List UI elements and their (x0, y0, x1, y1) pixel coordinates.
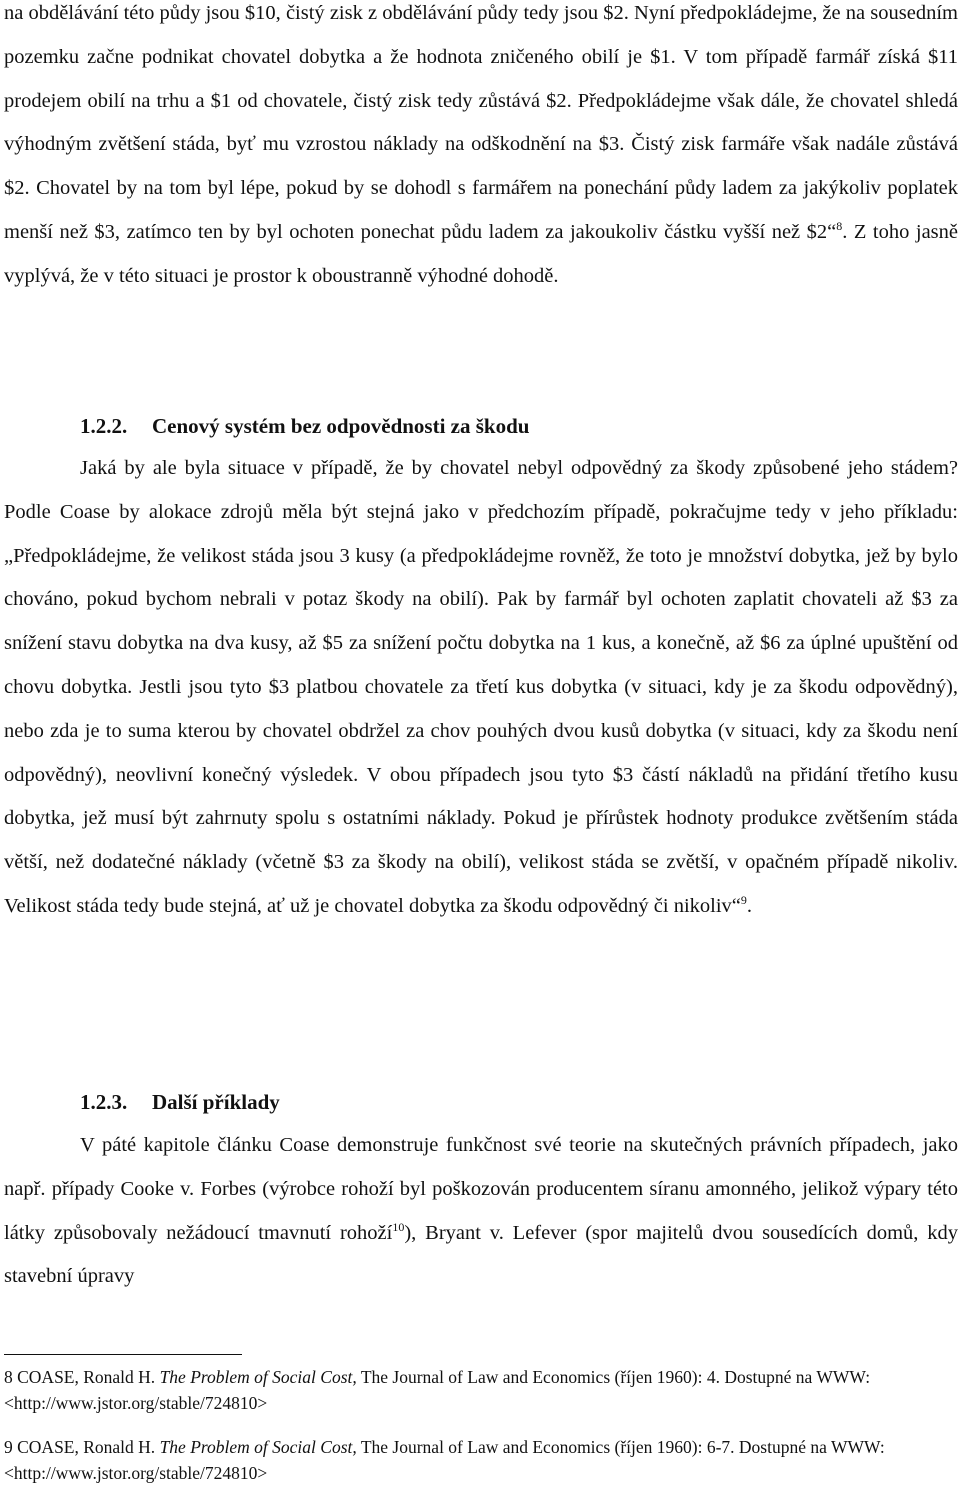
paragraph-1-text: na obdělávání této půdy jsou $10, čistý zisk z obdělávání půdy tedy jsou $2. Nyní předpokládejme, že na sousedním pozemku začne podnikat chovatel dobytka a že hodnota zničeného obilí je $1. V tom případě farmář získá $11 prodejem obilí na trhu a $1 od chovatele, čistý zisk tedy zůstává $2. Předpokládejme však dále, že chovatel shledá výhodným zvětšení stáda, byť mu vzrostou náklady na odškodnění na $3. Čistý zisk farmáře však nadále zůstává $2. Chovatel by na tom byl lépe, pokud by se dohodl s farmářem na ponechání půdy ladem za jakýkoliv poplatek menší než $3, zatímco ten by byl ochoten ponechat půdu ladem za jakoukoliv částku vyšší než $2“ (4, 2, 958, 243)
section-heading-1-2-3 (4, 1080, 960, 1124)
footnote-author: COASE, Ronald H. (17, 1367, 156, 1387)
section-title: Cenový systém bez odpovědnosti za škodu (152, 414, 530, 438)
footnote-number: 9 (4, 1437, 13, 1457)
footnote-title: The Problem of Social Cost, (159, 1437, 357, 1457)
footnotes (4, 1364, 958, 1504)
footnote-title: The Problem of Social Cost, (159, 1367, 357, 1387)
paragraph-2-text: Jaká by ale byla situace v případě, že by chovatel nebyl odpovědný za škody způsobené jeho stádem? Podle Coase by alokace zdrojů měla být stejná jako v předchozím případě, pokračujme tedy v jeho příkladu: „Předpokládejme, že velikost stáda jsou 3 kusy (a předpokládejme rovněž, že toto je množství dobytka, jež by bylo chováno, pokud bychom nebrali v potaz škody na obilí). Pak by farmář byl ochoten zaplatit chovateli až $3 za snížení stavu dobytka na dva kusy, až $5 za snížení počtu dobytka na 1 kus, a konečně, až $6 za úplné upuštění od chovu dobytka. Jestli jsou tyto $3 platbou chovatele za třetí kus dobytka (v situaci, kdy je za škodu odpovědný), nebo zda je to suma kterou by chovatel obdržel za chov pouhých dvou kusů dobytka (v situaci, kdy za škodu není odpovědný), neovlivní konečný výsledek. V obou případech jsou tyto $3 částí nákladů na přidání třetího kusu dobytka, jež musí být zahrnuty spolu s ostatními náklady. Pokud je přírůstek hodnoty produkce zvětšením stáda větší, než dodatečné náklady (včetně $3 za škody na obilí), velikost stáda se zvětší, v opačném případě nikoliv. Velikost stáda tedy bude stejná, ať už je chovatel dobytka za škodu odpovědný či nikoliv“ (4, 457, 958, 917)
section-title: Další příklady (152, 1090, 280, 1114)
paragraph-1-tail: . Z toho jasně vyplývá, že v této situaci je prostor k oboustranně výhodné dohodě. (4, 220, 958, 287)
paragraph-2 (4, 447, 958, 929)
paragraph-3 (4, 1124, 958, 1299)
footnote-ref-9[interactable]: 9 (740, 892, 747, 907)
section-number: 1.2.3. (80, 1090, 128, 1114)
section-number: 1.2.2. (80, 414, 128, 438)
footnote-separator (4, 1354, 242, 1355)
footnote-source: The Journal of Law and Economics (říjen 1960): 6-7. Dostupné na WWW: <http://www.jstor.org/stable/724810> (4, 1437, 885, 1483)
paragraph-3-tail: ), Bryant v. Lefever (spor majitelů dvou sousedících domů, kdy stavební úpravy (4, 1221, 958, 1288)
footnote-8 (4, 1364, 958, 1416)
paragraph-1 (4, 0, 958, 299)
section-heading-1-2-2 (4, 404, 960, 448)
footnote-9 (4, 1434, 958, 1486)
footnote-author: COASE, Ronald H. (17, 1437, 156, 1457)
paragraph-2-tail: . (746, 894, 753, 917)
paragraph-3-text: V páté kapitole článku Coase demonstruje funkčnost své teorie na skutečných právních případech, jako např. případy Cooke v. Forbes (výrobce rohoží byl poškozován producentem síranu amonného, jelikož výpary této látky způsobovaly nežádoucí tmavnutí rohoží (4, 1134, 958, 1244)
footnote-number: 8 (4, 1367, 13, 1387)
footnote-source: The Journal of Law and Economics (říjen 1960): 4. Dostupné na WWW: <http://www.jstor.org/stable/724810> (4, 1367, 871, 1413)
footnote-ref-10[interactable]: 10 (392, 1219, 405, 1234)
footnote-ref-8[interactable]: 8 (836, 218, 843, 233)
